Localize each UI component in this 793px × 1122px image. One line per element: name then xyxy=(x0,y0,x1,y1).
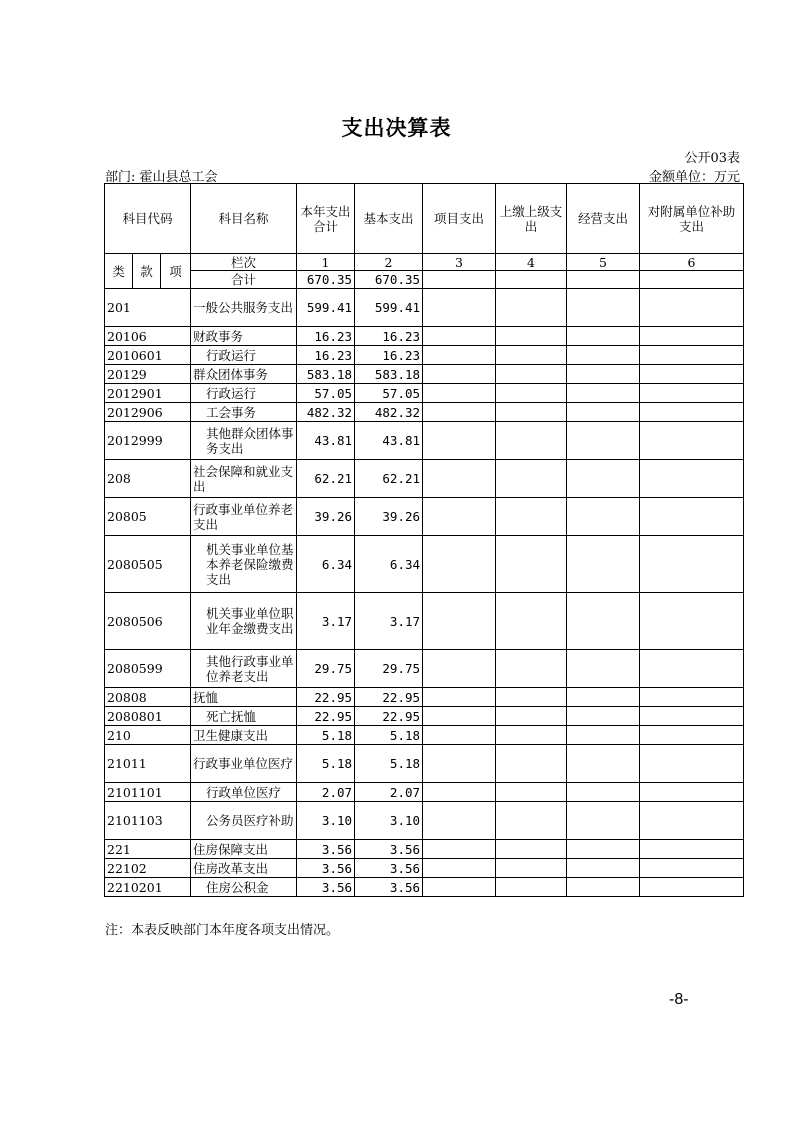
row-business xyxy=(567,536,640,593)
header-subsidiary: 对附属单位补助支出 xyxy=(640,184,744,254)
row-upper xyxy=(496,783,567,802)
table-row xyxy=(105,498,744,536)
row-upper xyxy=(496,384,567,403)
table-row xyxy=(105,593,744,650)
row-total: 3.56 xyxy=(297,878,355,897)
table-row xyxy=(105,802,744,840)
row-code: 2010601 xyxy=(105,346,191,365)
row-subsidiary xyxy=(640,878,744,897)
row-name: 死亡抚恤 xyxy=(191,707,297,726)
row-total: 2.07 xyxy=(297,783,355,802)
header-xiang: 项 xyxy=(161,254,191,289)
row-upper xyxy=(496,707,567,726)
row-business xyxy=(567,460,640,498)
row-upper xyxy=(496,726,567,745)
row-code: 20808 xyxy=(105,688,191,707)
row-business xyxy=(567,783,640,802)
header-total: 本年支出合计 xyxy=(297,184,355,254)
row-name: 群众团体事务 xyxy=(191,365,297,384)
row-upper xyxy=(496,289,567,327)
row-name: 行政单位医疗 xyxy=(191,783,297,802)
row-upper xyxy=(496,403,567,422)
row-code: 20805 xyxy=(105,498,191,536)
col-index-1: 1 xyxy=(297,254,355,271)
row-total: 482.32 xyxy=(297,403,355,422)
row-project xyxy=(423,593,496,650)
row-total: 599.41 xyxy=(297,289,355,327)
row-basic: 5.18 xyxy=(355,745,423,783)
row-upper xyxy=(496,802,567,840)
total-amount: 670.35 xyxy=(297,271,355,289)
row-code: 2210201 xyxy=(105,878,191,897)
table-row xyxy=(105,707,744,726)
row-subsidiary xyxy=(640,327,744,346)
row-project xyxy=(423,802,496,840)
row-project xyxy=(423,422,496,460)
row-basic: 22.95 xyxy=(355,707,423,726)
row-code: 2080505 xyxy=(105,536,191,593)
row-name: 行政事业单位医疗 xyxy=(191,745,297,783)
row-upper xyxy=(496,498,567,536)
header-upper: 上缴上级支出 xyxy=(496,184,567,254)
row-total: 22.95 xyxy=(297,688,355,707)
table-row xyxy=(105,346,744,365)
footnote: 注：本表反映部门本年度各项支出情况。 xyxy=(105,923,340,938)
row-total: 3.17 xyxy=(297,593,355,650)
table-row xyxy=(105,650,744,688)
row-basic: 599.41 xyxy=(355,289,423,327)
row-basic: 29.75 xyxy=(355,650,423,688)
table-row xyxy=(105,536,744,593)
row-business xyxy=(567,745,640,783)
row-project xyxy=(423,365,496,384)
row-total: 5.18 xyxy=(297,726,355,745)
row-business xyxy=(567,802,640,840)
header-code: 科目代码 xyxy=(105,184,191,254)
row-upper xyxy=(496,536,567,593)
row-total: 5.18 xyxy=(297,745,355,783)
total-business xyxy=(567,271,640,289)
row-project xyxy=(423,498,496,536)
header-business: 经营支出 xyxy=(567,184,640,254)
row-subsidiary xyxy=(640,365,744,384)
row-project xyxy=(423,327,496,346)
row-subsidiary xyxy=(640,707,744,726)
row-subsidiary xyxy=(640,403,744,422)
row-total: 16.23 xyxy=(297,346,355,365)
row-total: 6.34 xyxy=(297,536,355,593)
row-basic: 22.95 xyxy=(355,688,423,707)
row-code: 20129 xyxy=(105,365,191,384)
row-total: 22.95 xyxy=(297,707,355,726)
row-name: 工会事务 xyxy=(191,403,297,422)
row-business xyxy=(567,289,640,327)
row-basic: 482.32 xyxy=(355,403,423,422)
row-business xyxy=(567,878,640,897)
row-upper xyxy=(496,859,567,878)
row-total: 39.26 xyxy=(297,498,355,536)
row-subsidiary xyxy=(640,289,744,327)
col-index-3: 3 xyxy=(423,254,496,271)
row-code: 2101101 xyxy=(105,783,191,802)
row-upper xyxy=(496,593,567,650)
row-total: 16.23 xyxy=(297,327,355,346)
table-row xyxy=(105,365,744,384)
row-subsidiary xyxy=(640,460,744,498)
row-total: 3.56 xyxy=(297,859,355,878)
row-name: 住房公积金 xyxy=(191,878,297,897)
row-upper xyxy=(496,840,567,859)
form-number: 公开03表 xyxy=(684,151,740,166)
row-upper xyxy=(496,688,567,707)
row-name: 行政运行 xyxy=(191,346,297,365)
row-basic: 39.26 xyxy=(355,498,423,536)
row-business xyxy=(567,859,640,878)
row-business xyxy=(567,327,640,346)
row-total: 3.10 xyxy=(297,802,355,840)
row-project xyxy=(423,688,496,707)
row-business xyxy=(567,840,640,859)
total-upper xyxy=(496,271,567,289)
row-name: 机关事业单位基本养老保险缴费支出 xyxy=(191,536,297,593)
row-subsidiary xyxy=(640,593,744,650)
row-project xyxy=(423,289,496,327)
row-basic: 43.81 xyxy=(355,422,423,460)
total-row xyxy=(105,271,744,289)
row-basic: 3.56 xyxy=(355,840,423,859)
header-lanci: 栏次 xyxy=(191,254,297,271)
row-name: 行政运行 xyxy=(191,384,297,403)
row-upper xyxy=(496,878,567,897)
row-project xyxy=(423,650,496,688)
row-upper xyxy=(496,422,567,460)
row-code: 221 xyxy=(105,840,191,859)
page-number: -8- xyxy=(669,991,689,1008)
row-name: 其他行政事业单位养老支出 xyxy=(191,650,297,688)
row-business xyxy=(567,726,640,745)
row-code: 2080599 xyxy=(105,650,191,688)
row-upper xyxy=(496,460,567,498)
total-subsidiary xyxy=(640,271,744,289)
row-business xyxy=(567,403,640,422)
col-index-5: 5 xyxy=(567,254,640,271)
table-row xyxy=(105,688,744,707)
row-code: 2080801 xyxy=(105,707,191,726)
row-code: 2012906 xyxy=(105,403,191,422)
header-basic: 基本支出 xyxy=(355,184,423,254)
row-subsidiary xyxy=(640,840,744,859)
row-project xyxy=(423,878,496,897)
table-row xyxy=(105,783,744,802)
row-code: 210 xyxy=(105,726,191,745)
col-index-2: 2 xyxy=(355,254,423,271)
row-project xyxy=(423,536,496,593)
header-kuan: 款 xyxy=(133,254,161,289)
row-basic: 3.56 xyxy=(355,878,423,897)
row-project xyxy=(423,726,496,745)
row-upper xyxy=(496,650,567,688)
table-row xyxy=(105,403,744,422)
expenditure-table xyxy=(104,183,744,897)
table-row xyxy=(105,460,744,498)
row-basic: 3.10 xyxy=(355,802,423,840)
row-code: 2012901 xyxy=(105,384,191,403)
row-project xyxy=(423,859,496,878)
row-total: 62.21 xyxy=(297,460,355,498)
row-code: 2080506 xyxy=(105,593,191,650)
row-code: 2101103 xyxy=(105,802,191,840)
row-code: 2012999 xyxy=(105,422,191,460)
table-row xyxy=(105,840,744,859)
row-subsidiary xyxy=(640,745,744,783)
table-row xyxy=(105,859,744,878)
row-name: 行政事业单位养老支出 xyxy=(191,498,297,536)
row-project xyxy=(423,403,496,422)
row-business xyxy=(567,498,640,536)
amount-unit-label: 金额单位：万元 xyxy=(648,170,740,185)
row-name: 住房改革支出 xyxy=(191,859,297,878)
row-code: 20106 xyxy=(105,327,191,346)
table-row xyxy=(105,726,744,745)
row-code: 21011 xyxy=(105,745,191,783)
column-index-row xyxy=(105,254,744,271)
row-project xyxy=(423,745,496,783)
row-total: 583.18 xyxy=(297,365,355,384)
row-total: 43.81 xyxy=(297,422,355,460)
row-total: 29.75 xyxy=(297,650,355,688)
row-subsidiary xyxy=(640,688,744,707)
row-project xyxy=(423,384,496,403)
row-project xyxy=(423,460,496,498)
row-basic: 3.17 xyxy=(355,593,423,650)
row-name: 其他群众团体事务支出 xyxy=(191,422,297,460)
table-row xyxy=(105,327,744,346)
row-project xyxy=(423,346,496,365)
row-subsidiary xyxy=(640,726,744,745)
row-name: 机关事业单位职业年金缴费支出 xyxy=(191,593,297,650)
row-subsidiary xyxy=(640,783,744,802)
row-project xyxy=(423,840,496,859)
row-business xyxy=(567,422,640,460)
row-name: 公务员医疗补助 xyxy=(191,802,297,840)
row-business xyxy=(567,650,640,688)
table-row xyxy=(105,422,744,460)
row-total: 3.56 xyxy=(297,840,355,859)
row-code: 22102 xyxy=(105,859,191,878)
row-subsidiary xyxy=(640,346,744,365)
row-basic: 57.05 xyxy=(355,384,423,403)
col-index-4: 4 xyxy=(496,254,567,271)
header-name: 科目名称 xyxy=(191,184,297,254)
header-row xyxy=(105,184,744,254)
row-business xyxy=(567,346,640,365)
department-label: 部门: 霍山县总工会 xyxy=(105,170,218,185)
table-row xyxy=(105,878,744,897)
row-basic: 16.23 xyxy=(355,327,423,346)
total-basic: 670.35 xyxy=(355,271,423,289)
col-index-6: 6 xyxy=(640,254,744,271)
row-basic: 6.34 xyxy=(355,536,423,593)
table-row xyxy=(105,745,744,783)
row-business xyxy=(567,593,640,650)
row-subsidiary xyxy=(640,859,744,878)
total-project xyxy=(423,271,496,289)
row-subsidiary xyxy=(640,384,744,403)
row-basic: 16.23 xyxy=(355,346,423,365)
row-business xyxy=(567,707,640,726)
row-name: 一般公共服务支出 xyxy=(191,289,297,327)
row-name: 抚恤 xyxy=(191,688,297,707)
table-row xyxy=(105,384,744,403)
row-business xyxy=(567,384,640,403)
row-subsidiary xyxy=(640,536,744,593)
row-code: 201 xyxy=(105,289,191,327)
row-basic: 583.18 xyxy=(355,365,423,384)
total-label: 合计 xyxy=(191,271,297,289)
row-basic: 62.21 xyxy=(355,460,423,498)
row-subsidiary xyxy=(640,498,744,536)
row-code: 208 xyxy=(105,460,191,498)
row-basic: 5.18 xyxy=(355,726,423,745)
row-name: 财政事务 xyxy=(191,327,297,346)
table-row xyxy=(105,289,744,327)
row-name: 卫生健康支出 xyxy=(191,726,297,745)
row-name: 社会保障和就业支出 xyxy=(191,460,297,498)
header-project: 项目支出 xyxy=(423,184,496,254)
row-name: 住房保障支出 xyxy=(191,840,297,859)
row-upper xyxy=(496,346,567,365)
row-project xyxy=(423,783,496,802)
header-lei: 类 xyxy=(105,254,133,289)
row-subsidiary xyxy=(640,650,744,688)
row-project xyxy=(423,707,496,726)
row-total: 57.05 xyxy=(297,384,355,403)
row-upper xyxy=(496,365,567,384)
row-upper xyxy=(496,327,567,346)
row-basic: 3.56 xyxy=(355,859,423,878)
row-basic: 2.07 xyxy=(355,783,423,802)
row-upper xyxy=(496,745,567,783)
row-subsidiary xyxy=(640,422,744,460)
row-business xyxy=(567,365,640,384)
page-title: 支出决算表 xyxy=(341,116,452,140)
row-subsidiary xyxy=(640,802,744,840)
row-business xyxy=(567,688,640,707)
